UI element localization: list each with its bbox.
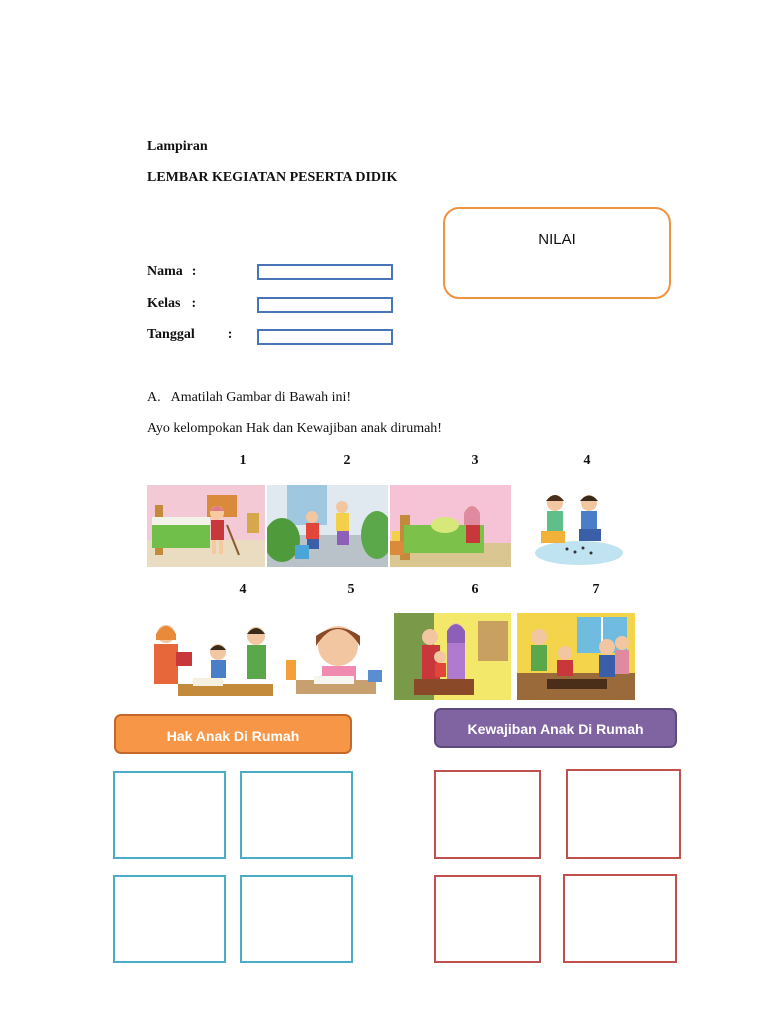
- child-studying-illustration: [276, 614, 391, 700]
- picture-number: 3: [471, 453, 479, 468]
- kewajiban-answer-box[interactable]: [434, 770, 541, 859]
- picture-number: 5: [347, 582, 355, 597]
- nama-label: Nama :: [147, 264, 197, 279]
- picture-number: 2: [343, 453, 351, 468]
- kewajiban-answer-box[interactable]: [566, 769, 681, 859]
- kewajiban-answer-box[interactable]: [434, 875, 541, 963]
- tanggal-label: Tanggal :: [147, 327, 233, 342]
- girl-making-bed-illustration: [390, 485, 511, 567]
- instruction-a: A. Amatilah Gambar di Bawah ini!: [147, 390, 352, 405]
- picture-number: 4: [239, 582, 247, 597]
- kewajiban-answer-box[interactable]: [563, 874, 677, 963]
- hak-answer-box[interactable]: [240, 771, 353, 859]
- tanggal-field[interactable]: [257, 329, 393, 345]
- picture-number: 6: [471, 582, 479, 597]
- kelas-label: Kelas :: [147, 296, 197, 311]
- hak-answer-box[interactable]: [113, 875, 226, 963]
- kelas-field[interactable]: [257, 297, 393, 313]
- page-title: LEMBAR KEGIATAN PESERTA DIDIK: [147, 170, 398, 185]
- nilai-box: [443, 207, 671, 299]
- hak-anak-label: Hak Anak Di Rumah: [114, 714, 352, 754]
- nilai-label: NILAI: [538, 231, 576, 248]
- kewajiban-anak-label: Kewajiban Anak Di Rumah: [434, 708, 677, 748]
- picture-number: 7: [592, 582, 600, 597]
- family-reading-illustration: [148, 614, 274, 700]
- hak-answer-box[interactable]: [113, 771, 226, 859]
- girl-sweeping-bedroom-illustration: [147, 485, 265, 567]
- children-watering-garden-illustration: [267, 485, 388, 567]
- lampiran-label: Lampiran: [147, 139, 208, 154]
- children-playing-illustration: [527, 485, 632, 567]
- instruction-prompt: Ayo kelompokan Hak dan Kewajiban anak dirumah!: [147, 421, 442, 436]
- hak-answer-box[interactable]: [240, 875, 353, 963]
- family-portrait-illustration: [394, 613, 511, 700]
- picture-number: 1: [239, 453, 247, 468]
- family-living-room-illustration: [517, 613, 635, 700]
- picture-number: 4: [583, 453, 591, 468]
- nama-field[interactable]: [257, 264, 393, 280]
